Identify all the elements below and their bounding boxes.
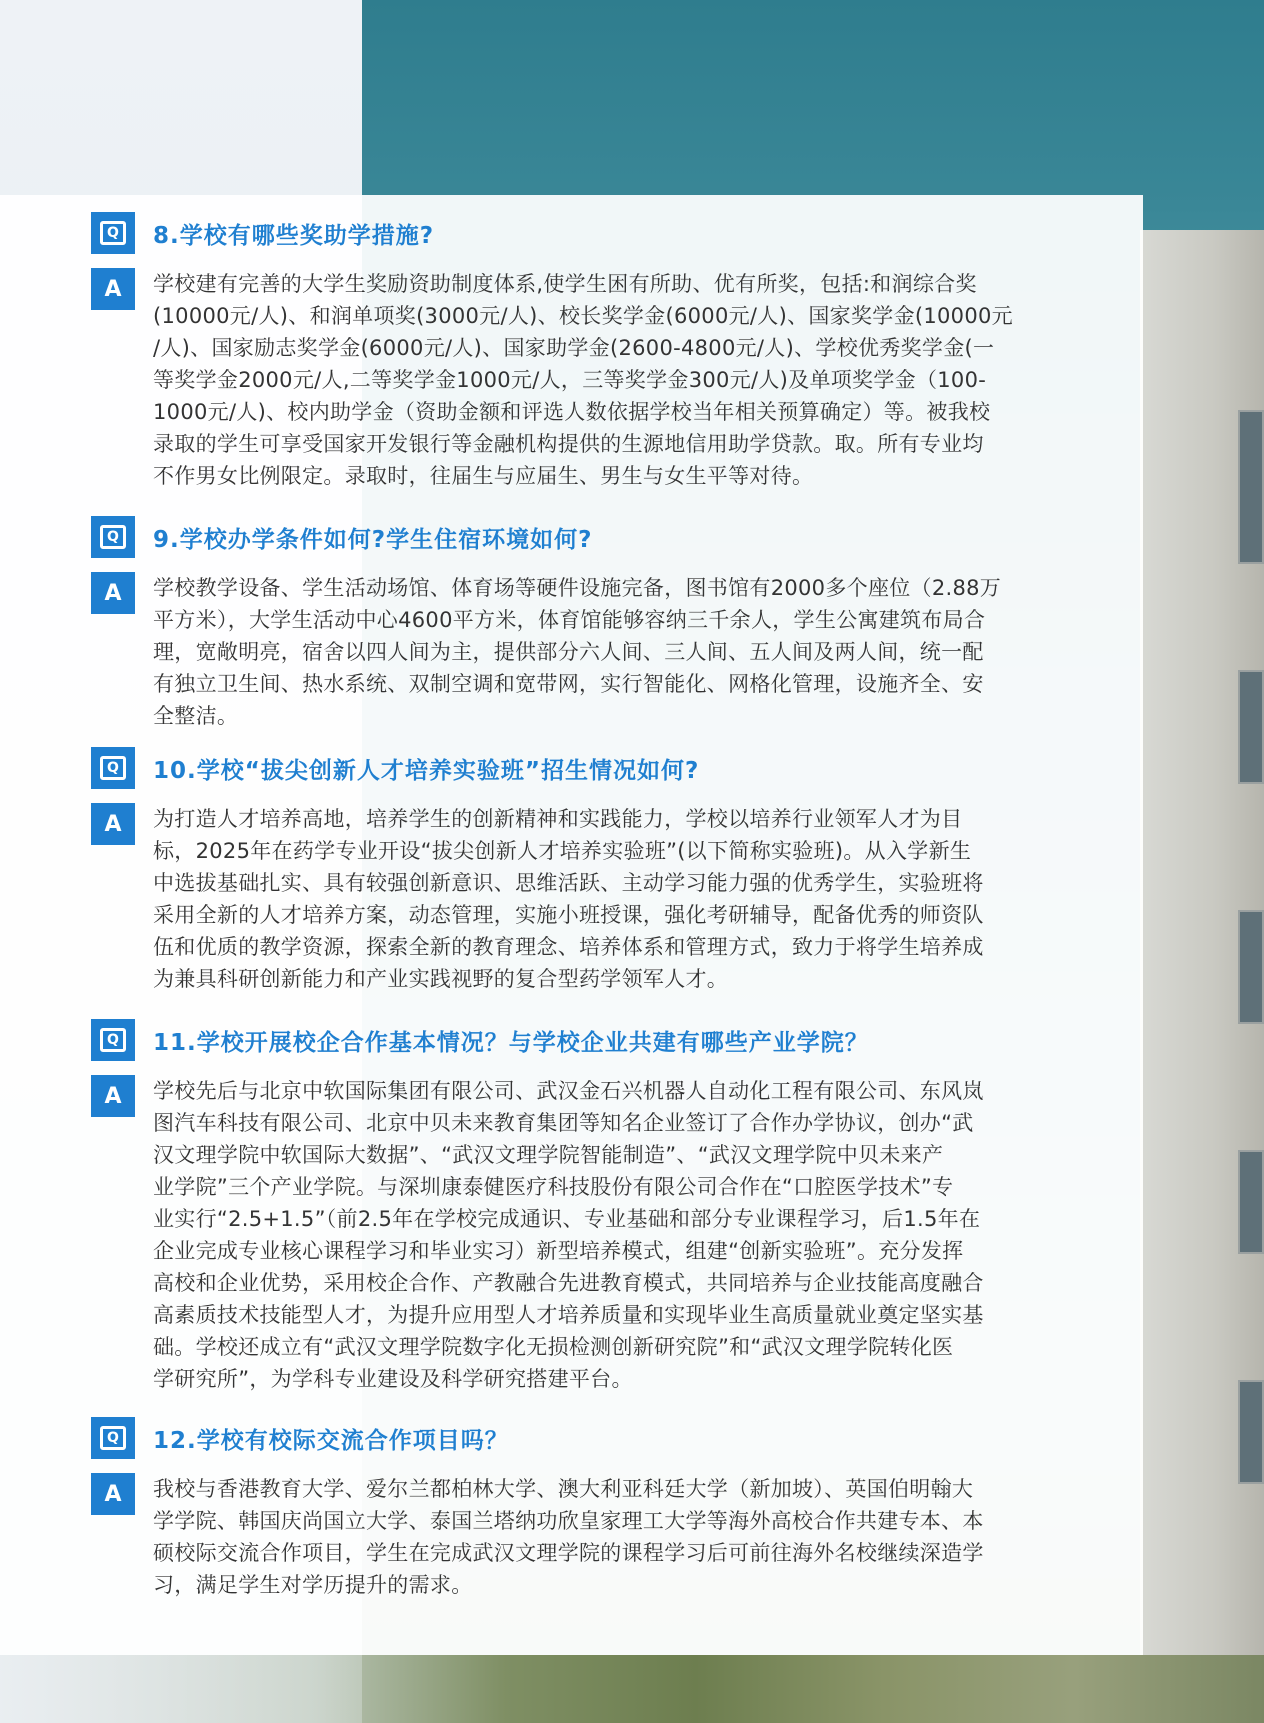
building-window: [1238, 410, 1264, 564]
answer-row: [91, 268, 1111, 492]
question-row: [91, 1417, 1111, 1459]
answer-row: [91, 572, 1111, 732]
q-badge: Q: [91, 1417, 135, 1459]
q-badge: Q: [91, 212, 135, 254]
faq-item-12: [91, 1417, 1111, 1601]
building-window: [1238, 1380, 1264, 1484]
question-text: 12.学校有校际交流合作项目吗？: [153, 1427, 509, 1454]
answer-row: [91, 1473, 1111, 1601]
question-row: [91, 1019, 1111, 1061]
a-badge: A: [91, 1473, 135, 1515]
question-text: 8.学校有哪些奖助学措施?: [153, 222, 435, 249]
answer-row: [91, 1075, 1111, 1395]
building-window: [1238, 670, 1264, 784]
faq-item-11: [91, 1019, 1111, 1395]
building-window: [1238, 1150, 1264, 1254]
faq-item-8: [91, 212, 1111, 492]
background-trees-fade: [0, 1655, 362, 1723]
faq-item-10: [91, 747, 1111, 995]
q-badge: Q: [91, 747, 135, 789]
question-row: [91, 212, 1111, 254]
faq-item-9: [91, 516, 1111, 732]
a-badge: A: [91, 572, 135, 614]
a-badge: A: [91, 268, 135, 310]
answer-text: 学校教学设备、学生活动场馆、体育场等硬件设施完备，图书馆有2000多个座位（2.88万 平方米），大学生活动中心4600平方米，体育馆能够容纳三千余人，学生公寓建筑布局合 理，宽敞明亮，宿舍以四人间为主，提供部分六人间、三人间、五人间及两人间，统一配 有独立卫生间、热水系统、双制空调和宽带网，实行智能化、网格化管理，设施齐全、安 全整洁。: [153, 576, 1002, 728]
q-badge: Q: [91, 1019, 135, 1061]
a-badge: A: [91, 803, 135, 845]
background-building: [1140, 230, 1264, 1670]
question-text: 9.学校办学条件如何?学生住宿环境如何?: [153, 526, 593, 553]
question-row: [91, 516, 1111, 558]
a-badge: A: [91, 1075, 135, 1117]
question-row: [91, 747, 1111, 789]
answer-text: 我校与香港教育大学、爱尔兰都柏林大学、澳大利亚科廷大学（新加坡）、英国伯明翰大 学学院、韩国庆尚国立大学、泰国兰塔纳功欣皇家理工大学等海外高校合作共建专本、本 硕校际交流合作项目，学生在完成武汉文理学院的课程学习后可前往海外名校继续深造学 习，满足学生对学历提升的需求。: [153, 1477, 984, 1597]
question-text: 10.学校“拔尖创新人才培养实验班”招生情况如何?: [153, 757, 700, 784]
q-badge: Q: [91, 516, 135, 558]
question-text: 11.学校开展校企合作基本情况？与学校企业共建有哪些产业学院？: [153, 1029, 869, 1056]
faq-panel: [0, 195, 1143, 1655]
answer-text: 学校建有完善的大学生奖励资助制度体系,使学生困有所助、优有所奖，包括:和润综合奖 (10000元/人)、和润单项奖(3000元/人)、校长奖学金(6000元/人)、国家奖学金(10000元 /人)、国家励志奖学金(6000元/人)、国家助学金(2600-4800元/人)、学校优秀奖学金(一 等奖学金2000元/人,二等奖学金1000元/人，三等奖学金300元/人)及单项奖学金（100- 1000元/人)、校内助学金（资助金额和评选人数依据学校当年相关预算确定）等。被我校 录取的学生可享受国家开发银行等金融机构提供的生源地信用助学贷款。取。所有专业均 不作男女比例限定。录取时，往届生与应届生、男生与女生平等对待。: [153, 272, 1013, 488]
answer-text: 学校先后与北京中软国际集团有限公司、武汉金石兴机器人自动化工程有限公司、东风岚 图汽车科技有限公司、北京中贝未来教育集团等知名企业签订了合作办学协议，创办“武 汉文理学院中软国际大数据”、“武汉文理学院智能制造”、“武汉文理学院中贝未来产 业学院”三个产业学院。与深圳康泰健医疗科技股份有限公司合作在“口腔医学技术”专 业实行“2.5+1.5”（前2.5年在学校完成通识、专业基础和部分专业课程学习，后1.5年在 企业完成专业核心课程学习和毕业实习）新型培养模式，组建“创新实验班”。充分发挥 高校和企业优势，采用校企合作、产教融合先进教育模式，共同培养与企业技能高度融合 高素质技术技能型人才，为提升应用型人才培养质量和实现毕业生高质量就业奠定坚实基 础。学校还成立有“武汉文理学院数字化无损检测创新研究院”和“武汉文理学院转化医 学研究所”，为学科专业建设及科学研究搭建平台。: [153, 1079, 984, 1391]
answer-text: 为打造人才培养高地，培养学生的创新精神和实践能力，学校以培养行业领军人才为目 标，2025年在药学专业开设“拔尖创新人才培养实验班”(以下简称实验班)。从入学新生 中选拔基础扎实、具有较强创新意识、思维活跃、主动学习能力强的优秀学生，实验班将 采用全新的人才培养方案，动态管理，实施小班授课，强化考研辅导，配备优秀的师资队 伍和优质的教学资源，探索全新的教育理念、培养体系和管理方式，致力于将学生培养成 为兼具科研创新能力和产业实践视野的复合型药学领军人才。: [153, 807, 984, 991]
answer-row: [91, 803, 1111, 995]
building-window: [1238, 910, 1264, 1024]
